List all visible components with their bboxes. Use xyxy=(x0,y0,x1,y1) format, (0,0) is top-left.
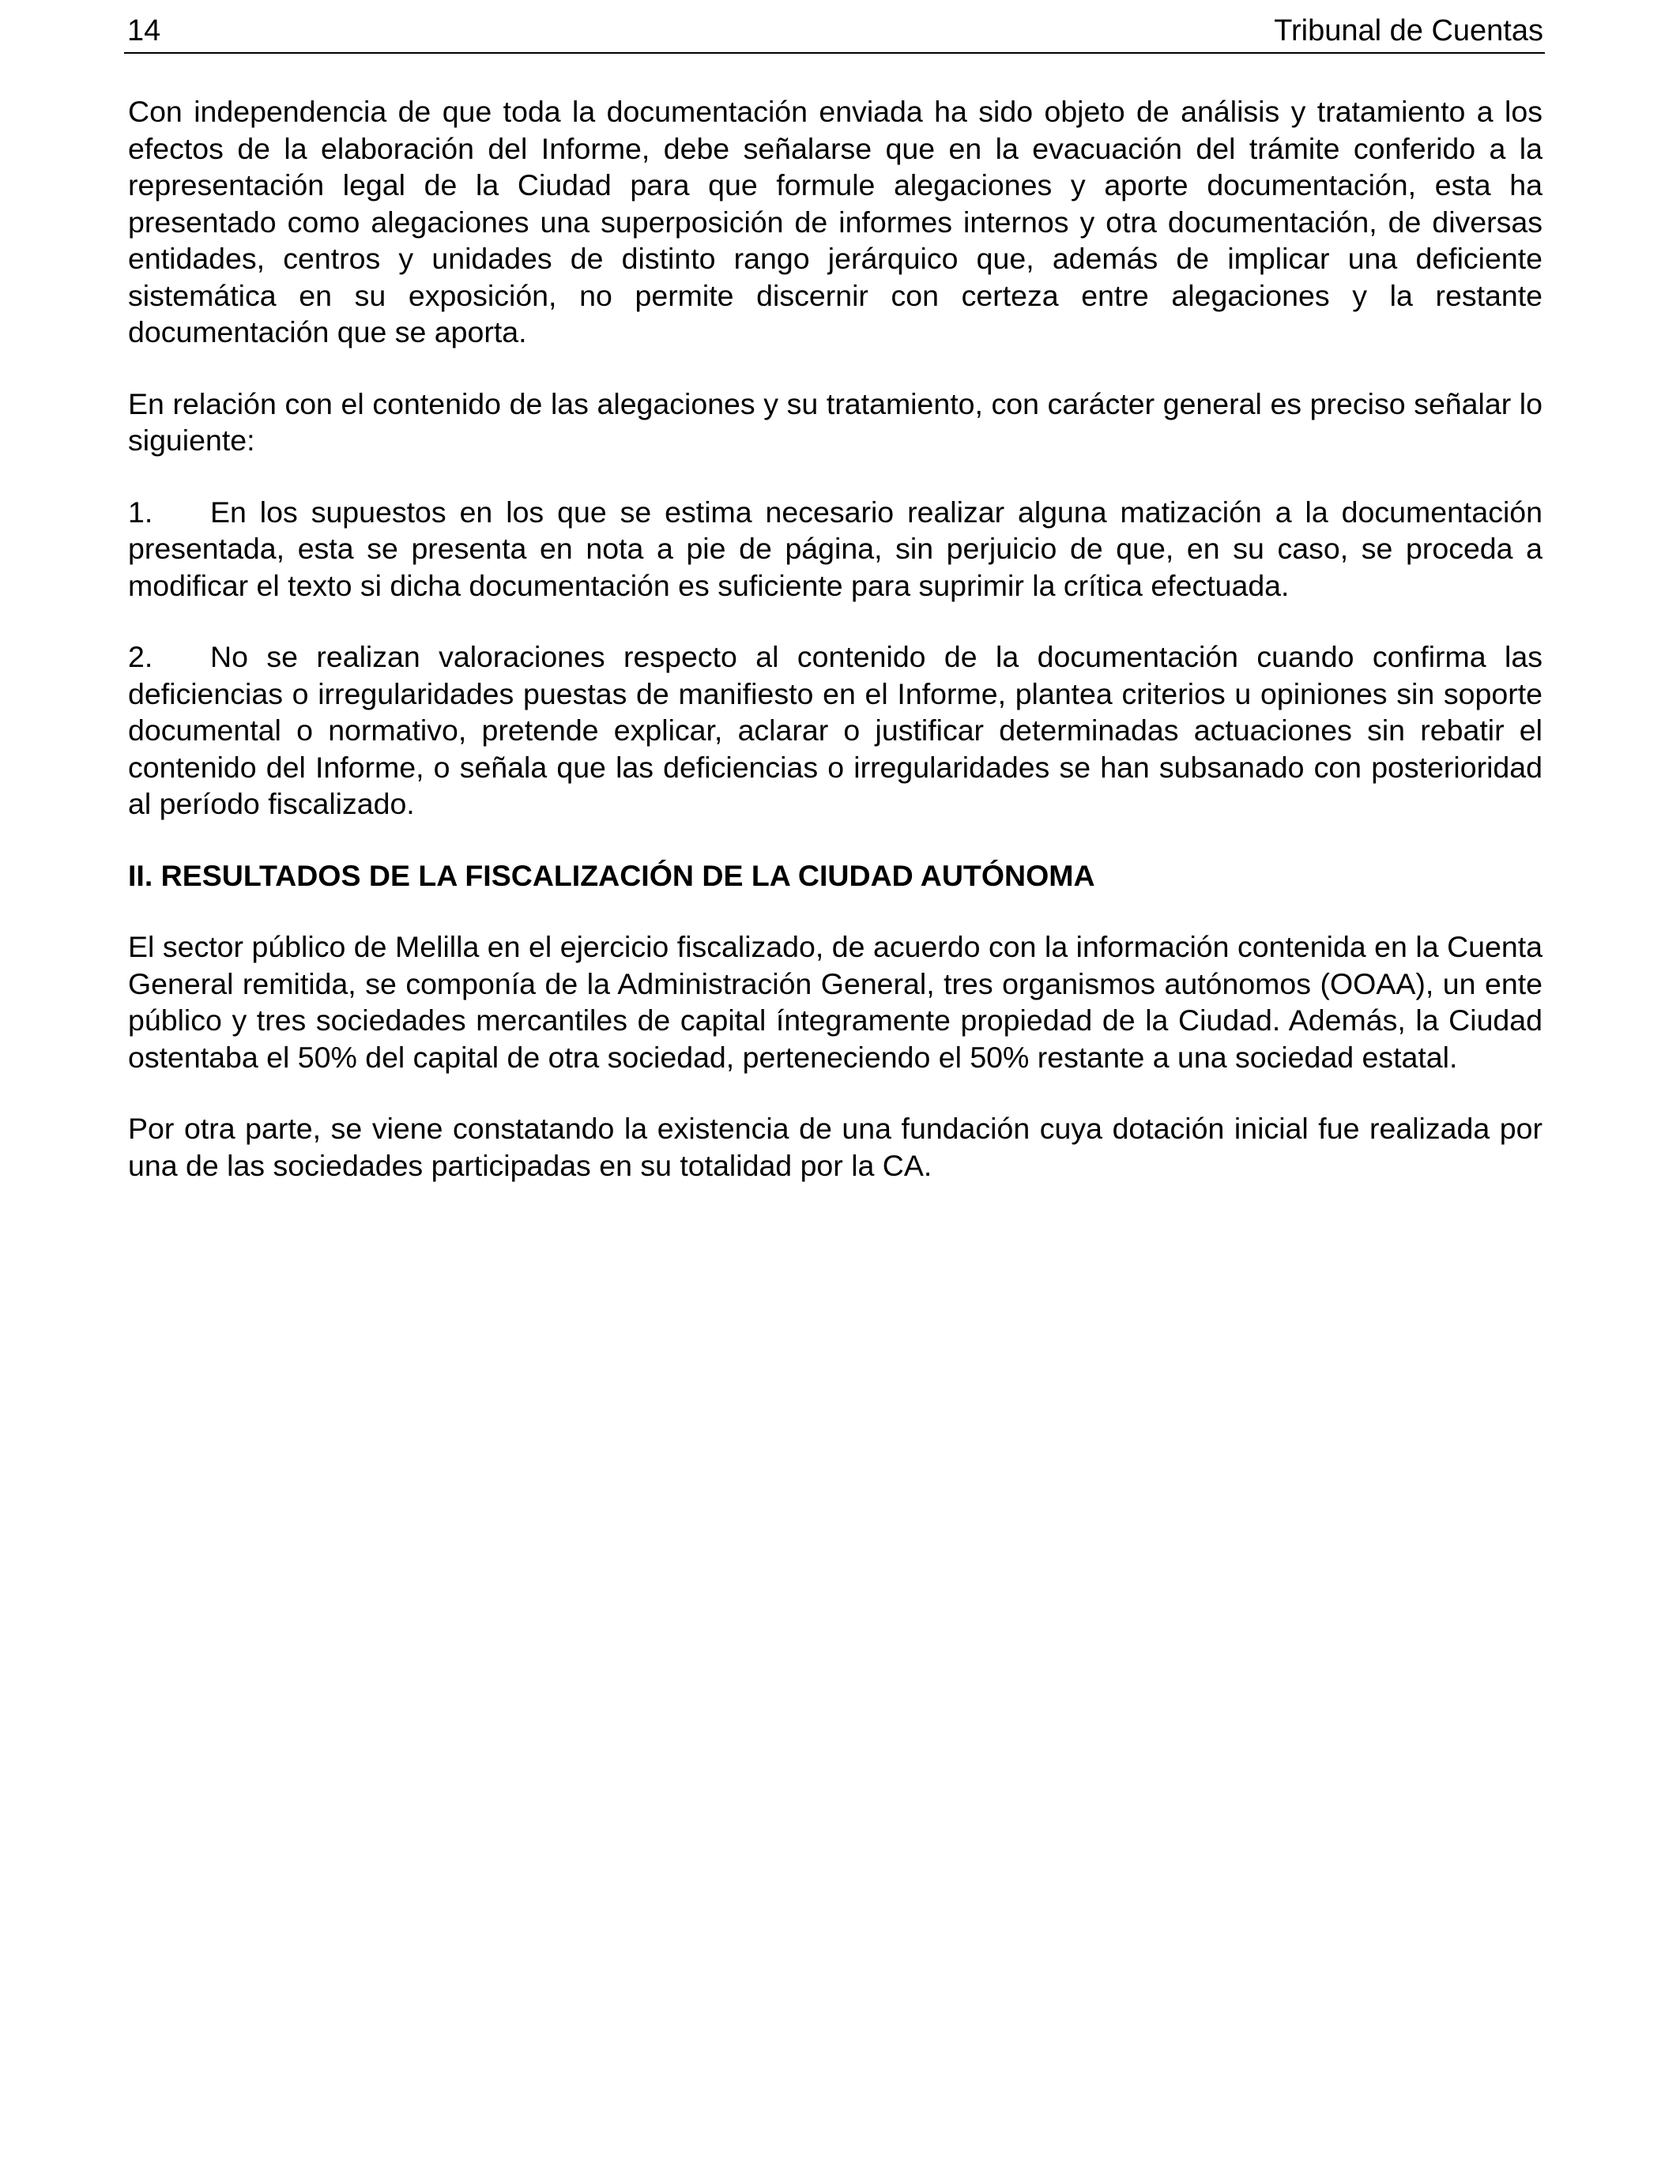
list-item-2-number: 2. xyxy=(128,640,153,673)
list-item-1-number: 1. xyxy=(128,495,153,529)
section-heading: II. RESULTADOS DE LA FISCALIZACIÓN DE LA CIUDAD AUTÓNOMA xyxy=(128,858,1095,892)
paragraph-alegaciones-intro: Con independencia de que toda la documentación enviada ha sido objeto de análisis y tratamiento a los efectos de la elaboración del Informe, debe señalarse que en la evacuación del trámite conferido a la representación legal de la Ciudad para que formule alegaciones y aporte documentación, esta ha presentado como alegaciones una superposición de informes internos y otra documentación, de diversas entidades, centros y unidades de distinto rango jerárquico que, además de implicar una deficiente sistemática en su exposición, no permite discernir con certeza entre alegaciones y la restante documentación que se aporta. xyxy=(128,95,1543,348)
paragraph-tratamiento-general: En relación con el contenido de las alegaciones y su tratamiento, con carácter general es preciso señalar lo siguiente: xyxy=(128,386,1543,457)
page-number: 14 xyxy=(127,14,161,47)
list-item-2-text: No se realizan valoraciones respecto al contenido de la documentación cuando confirma las deficiencias o irregularidades puestas de manifiesto en el Informe, plantea criterios u opiniones sin soporte documental o normativo, pretende explicar, aclarar o justificar determinadas actuaciones sin rebatir el contenido del Informe, o señala que las deficiencias o irregularidades se han subsanado con posterioridad al período fiscalizado. xyxy=(128,640,1543,820)
list-item-1 xyxy=(128,494,1543,604)
running-title: Tribunal de Cuentas xyxy=(1274,14,1543,47)
paragraph-fundacion: Por otra parte, se viene constatando la existencia de una fundación cuya dotación inicial fue realizada por una de las sociedades participadas en su totalidad por la CA. xyxy=(128,1112,1543,1182)
document-body xyxy=(128,93,1543,1218)
page-header xyxy=(124,11,1545,54)
paragraph-sector-publico: El sector público de Melilla en el ejercicio fiscalizado, de acuerdo con la información contenida en la Cuenta General remitida, se componía de la Administración General, tres organismos autónomos (OOAA), un ente público y tres sociedades mercantiles de capital íntegramente propiedad de la Ciudad. Además, la Ciudad ostentaba el 50% del capital de otra sociedad, perteneciendo el 50% restante a una sociedad estatal. xyxy=(128,930,1543,1074)
list-item-2 xyxy=(128,638,1543,823)
list-item-1-text: En los supuestos en los que se estima necesario realizar alguna matización a la documentación presentada, esta se presenta en nota a pie de página, sin perjuicio de que, en su caso, se proceda a modificar el texto si dicha documentación es suficiente para suprimir la crítica efectuada. xyxy=(128,495,1543,602)
